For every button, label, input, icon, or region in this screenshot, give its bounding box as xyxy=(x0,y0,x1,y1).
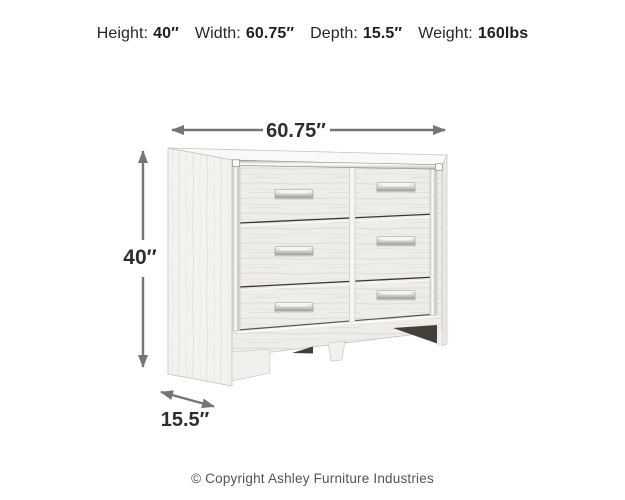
dresser-side-panel xyxy=(168,148,232,386)
drawer-handle xyxy=(376,291,416,301)
drawer-center-divider xyxy=(350,167,356,323)
spec-weight-label: Weight: xyxy=(418,25,473,42)
dresser-right-leg xyxy=(437,330,442,347)
drawer-handle xyxy=(274,247,314,257)
spec-weight-value: 160lbs xyxy=(477,25,529,42)
depth-dimension-label: 15.5″ xyxy=(160,409,210,431)
trim-cap-left xyxy=(233,160,240,167)
spec-height-label: Height: xyxy=(96,25,149,42)
dresser-body xyxy=(168,148,447,386)
spec-depth-value: 15.5″ xyxy=(362,25,403,42)
spec-width-label: Width: xyxy=(194,25,241,42)
drawer-handle xyxy=(274,190,314,200)
width-dimension-label: 60.75″ xyxy=(266,120,326,142)
chrome-pilaster-right xyxy=(430,165,437,316)
chrome-pilaster-left xyxy=(233,161,240,331)
spec-height-value: 40″ xyxy=(153,25,179,42)
drawer-handle xyxy=(376,237,416,247)
copyright-notice: © Copyright Ashley Furniture Industries xyxy=(191,471,434,486)
drawer-handle xyxy=(274,303,314,313)
depth-arrow xyxy=(161,392,214,407)
trim-cap-right xyxy=(436,164,443,171)
dresser-right-edge xyxy=(442,155,447,346)
spec-depth-label: Depth: xyxy=(310,25,358,42)
height-dimension-label: 40″ xyxy=(123,246,157,269)
dresser-left-leg xyxy=(232,349,270,381)
spec-width-value: 60.75″ xyxy=(245,25,295,42)
dresser-center-leg xyxy=(328,341,345,361)
drawer-handle xyxy=(376,183,416,193)
